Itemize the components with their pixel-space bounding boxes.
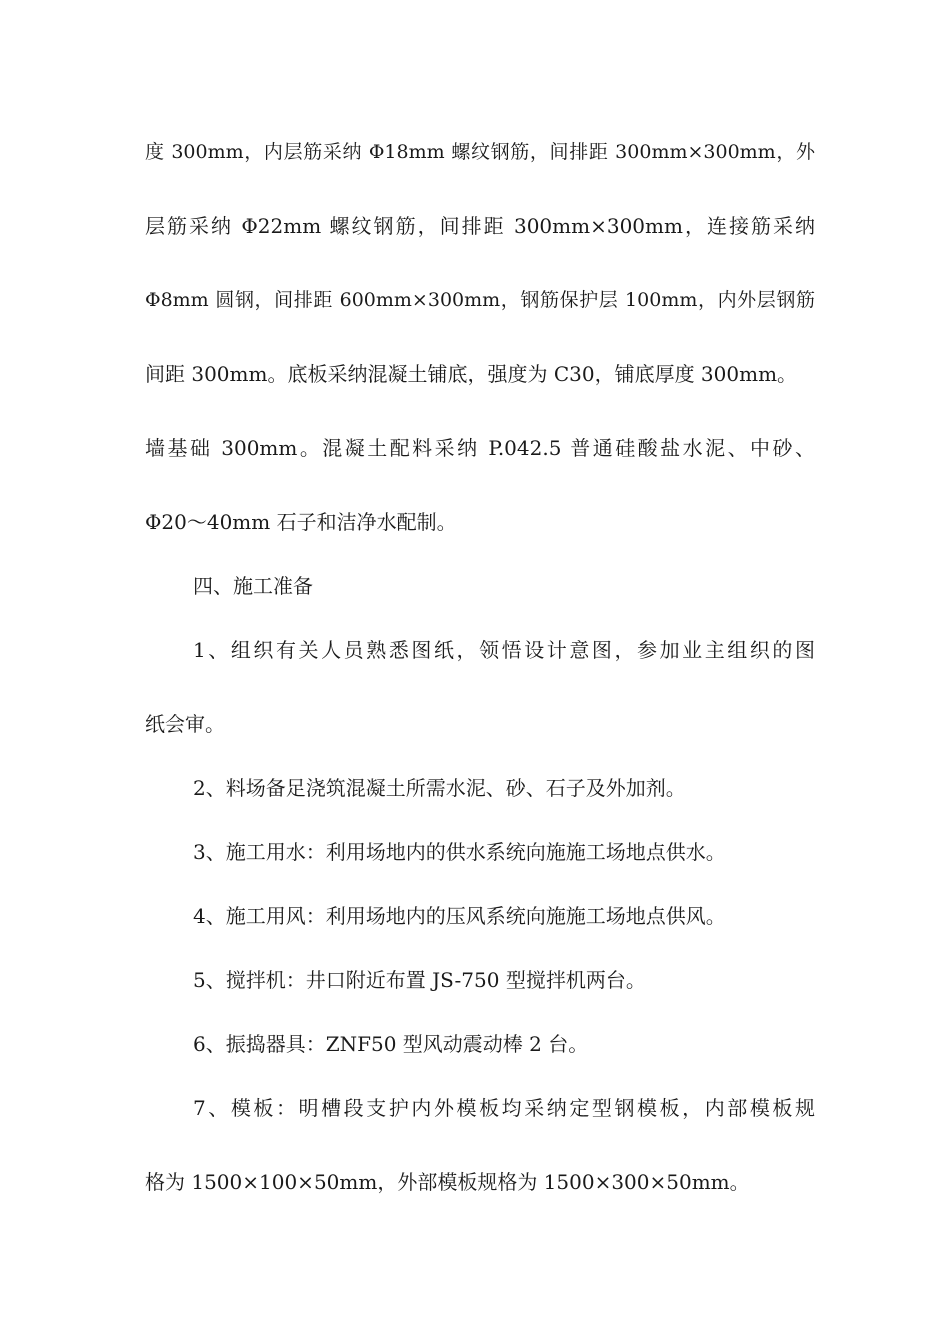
list-item: 1、组织有关人员熟悉图纸，领悟设计意图，参加业主组织的图 bbox=[193, 638, 815, 662]
paragraph-line: 度 300mm，内层筋采纳 Φ18mm 螺纹钢筋，间排距 300mm×300mm，外 bbox=[145, 141, 815, 163]
paragraph-line: 层筋采纳 Φ22mm 螺纹钢筋，间排距 300mm×300mm，连接筋采纳 bbox=[145, 214, 815, 238]
list-item: 2、料场备足浇筑混凝土所需水泥、砂、石子及外加剂。 bbox=[193, 776, 686, 800]
list-item: 5、搅拌机：井口附近布置 JS-750 型搅拌机两台。 bbox=[193, 968, 646, 992]
section-heading: 四、施工准备 bbox=[193, 574, 313, 598]
paragraph-line: 间距 300mm。底板采纳混凝土铺底，强度为 C30，铺底厚度 300mm。 bbox=[145, 362, 798, 386]
list-item-continuation: 格为 1500×100×50mm，外部模板规格为 1500×300×50mm。 bbox=[145, 1170, 750, 1194]
list-item: 7、模板：明槽段支护内外模板均采纳定型钢模板，内部模板规 bbox=[193, 1096, 815, 1120]
list-item: 6、振捣器具：ZNF50 型风动震动棒 2 台。 bbox=[193, 1032, 589, 1056]
list-item: 3、施工用水：利用场地内的供水系统向施施工场地点供水。 bbox=[193, 840, 726, 864]
paragraph-line: 墙基础 300mm。混凝土配料采纳 P.042.5 普通硅酸盐水泥、中砂、 bbox=[145, 436, 815, 460]
paragraph-line: Φ20～40mm 石子和洁净水配制。 bbox=[145, 510, 457, 534]
paragraph-line: Φ8mm 圆钢，间排距 600mm×300mm，钢筋保护层 100mm，内外层钢筋 bbox=[145, 289, 815, 311]
list-item: 4、施工用风：利用场地内的压风系统向施施工场地点供风。 bbox=[193, 904, 726, 928]
list-item-continuation: 纸会审。 bbox=[145, 712, 225, 736]
